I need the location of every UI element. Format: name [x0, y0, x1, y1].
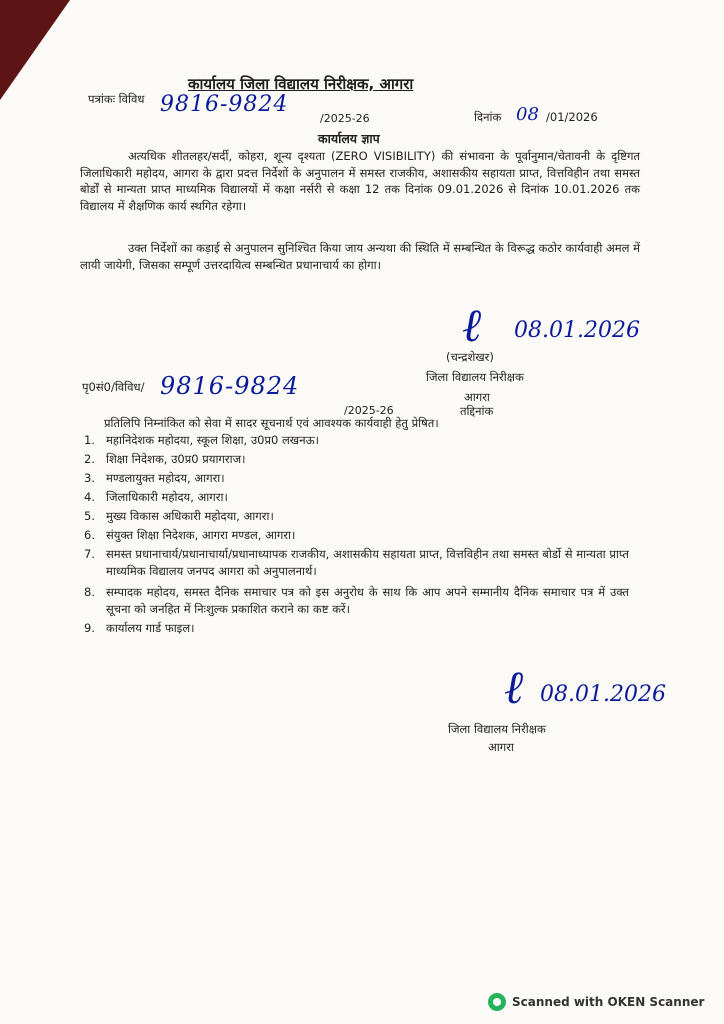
reference-number: 9816-9824 [160, 92, 289, 117]
signature-2-initial: ℓ [504, 660, 524, 714]
list-item: 1. महानिदेशक महोदया, स्कूल शिक्षा, उ0प्र0 लखनऊ। [84, 433, 319, 447]
list-item: 6. संयुक्त शिक्षा निदेशक, आगरा मण्डल, आगरा। [84, 528, 296, 542]
copy-reference-number: 9816-9824 [160, 372, 300, 400]
signature-2-date: 08.01.2026 [540, 682, 666, 707]
office-title: कार्यालय जिला विद्यालय निरीक्षक, आगरा [188, 75, 414, 93]
signature-1-initial: ℓ [462, 298, 482, 352]
body-paragraph-1: अत्यधिक शीतलहर/सर्दी, कोहरा, शून्य दृश्यता (ZERO VISIBILITY) की संभावना के पूर्वानुमान/चेतावनी के दृष्टिगत जिलाधिकारी महोदय, आगरा के द्वारा प्रदत्त निर्देशों के अनुपालन में समस्त राजकीय, अशासकीय सहायता प्राप्त, वित्तविहीन तथा समस्त बोर्डों से मान्यता प्राप्त माध्यमिक विद्यालयों में कक्षा नर्सरी से कक्षा 12 तक दिनांक 09.01.2026 से दिनांक 10.01.2026 तक विद्यालय में शैक्षणिक कार्य स्थगित रहेगा। [80, 149, 640, 213]
scanner-text: Scanned with OKEN Scanner [512, 995, 705, 1009]
date-day: 08 [516, 104, 539, 125]
signature-1-name: (चन्द्रशेखर) [446, 350, 494, 364]
signature-2-place: आगरा [488, 740, 514, 754]
copy-intro: प्रतिलिपि निम्नांकित को सेवा में सादर सूचनार्थ एवं आवश्यक कार्यवाही हेतु प्रेषित। [104, 416, 439, 430]
signature-1-date: 08.01.2026 [514, 318, 640, 343]
reference-prefix: पत्रांकः विविध [88, 92, 145, 106]
date-label: दिनांक [474, 110, 502, 124]
body-paragraph-2: उक्त निर्देशों का कड़ाई से अनुपालन सुनिश्चित किया जाय अन्यथा की स्थिति में सम्बन्धित के विरूद्ध कठोर कार्यवाही अमल में लायी जायेगी, जिसका सम्पूर्ण उत्तरदायित्व सम्बन्धित प्रधानाचार्य का होगा। [80, 241, 640, 272]
copy-reference-prefix: पृ0सं0/विविध/ [82, 380, 145, 394]
list-item: 3. मण्डलायुक्त महोदय, आगरा। [84, 471, 225, 485]
scanner-watermark [488, 993, 704, 1011]
page-corner-shadow [0, 0, 70, 100]
list-item: 2. शिक्षा निदेशक, उ0प्र0 प्रयागराज। [84, 452, 246, 466]
list-item: 7. समस्त प्रधानाचार्य/प्रधानाचार्या/प्रधानाध्यापक राजकीय, अशासकीय सहायता प्राप्त, वित्तविहीन तथा समस्त बोर्डो से मान्यता प्राप्त माध्यमिक विद्यालय जनपद आगरा को अनुपालनार्थ। [84, 547, 629, 578]
list-item: 8. सम्पादक महोदय, समस्त दैनिक समाचार पत्र को इस अनुरोध के साथ कि आप अपने सम्मानीय दैनिक समाचार पत्र में उक्त सूचना को जनहित में निःशुल्क प्रकाशित कराने का कष्ट करें। [84, 585, 629, 616]
signature-1-title: जिला विद्यालय निरीक्षक [426, 370, 524, 384]
memo-title: कार्यालय ज्ञाप [318, 131, 380, 146]
copy-date-label: तद्दिनांक [460, 404, 494, 418]
date-rest: /01/2026 [546, 110, 598, 124]
oken-logo-icon [488, 993, 506, 1011]
list-item: 4. जिलाधिकारी महोदय, आगरा। [84, 490, 228, 504]
signature-1-place: आगरा [464, 390, 490, 404]
copy-reference-year: /2025-26 [344, 404, 394, 417]
copy-recipient-list [84, 432, 629, 639]
signature-2-title: जिला विद्यालय निरीक्षक [448, 722, 546, 736]
reference-year: /2025-26 [320, 112, 370, 125]
list-item: 5. मुख्य विकास अधिकारी महोदया, आगरा। [84, 509, 274, 523]
list-item: 9. कार्यालय गार्ड फाइल। [84, 621, 195, 635]
